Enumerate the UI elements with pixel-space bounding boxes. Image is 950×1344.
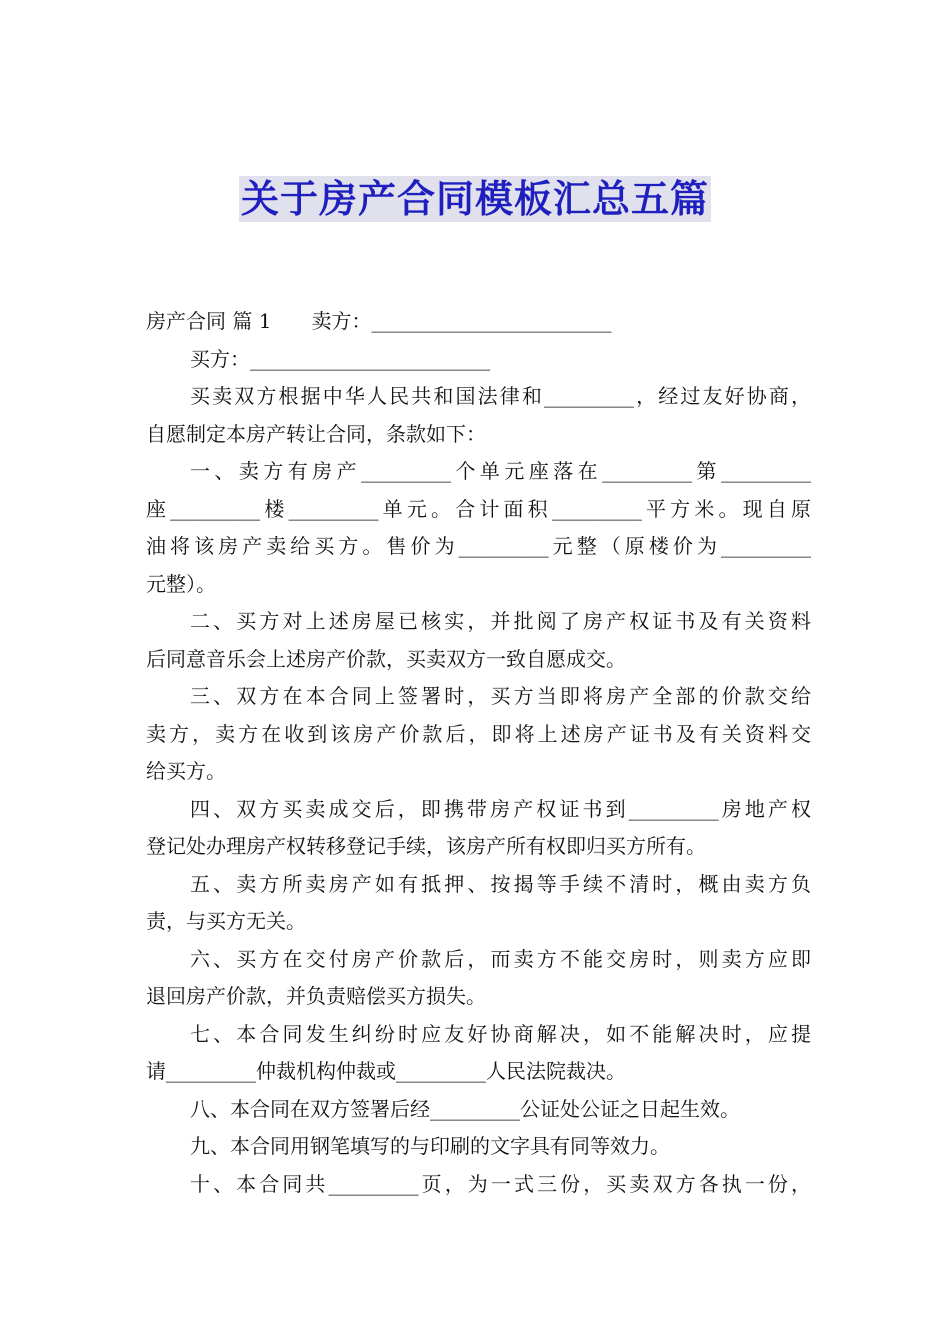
contract-line: 登记处办理房产权转移登记手续，该房产所有权即归买方所有。 [146, 834, 706, 858]
contract-line: 后同意音乐会上述房产价款，买卖双方一致自愿成交。 [146, 646, 626, 671]
contract-line: 四、双方买卖成交后，即携带房产权证书到_________房地产权 [190, 796, 811, 821]
contract-line: 座_________楼_________单元。合计面积_________平方米。现自原 [146, 496, 811, 521]
contract-line: 自愿制定本房产转让合同，条款如下： [146, 421, 486, 446]
contract-line: 请_________仲裁机构仲裁或_________人民法院裁决。 [146, 1059, 626, 1083]
contract-body [146, 303, 811, 1203]
contract-line: 二、买方对上述房屋已核实，并批阅了房产权证书及有关资料 [190, 609, 811, 633]
contract-line: 卖方，卖方在收到该房产价款后，即将上述房产证书及有关资料交 [146, 721, 811, 746]
contract-line: 责，与买方无关。 [146, 909, 306, 933]
contract-line: 五、卖方所卖房产如有抵押、按揭等手续不清时，概由卖方负 [190, 871, 811, 896]
contract-line: 一、卖方有房产_________个单元座落在_________第_________ [190, 459, 811, 483]
contract-line: 退回房产价款，并负责赔偿买方损失。 [146, 984, 486, 1008]
contract-line-buyer: 买方：________________________ [190, 346, 490, 371]
contract-line: 买卖双方根据中华人民共和国法律和_________，经过友好协商， [190, 384, 811, 408]
contract-line: 油将该房产卖给买方。售价为_________元整（原楼价为_________ [146, 534, 811, 558]
title-container [0, 176, 950, 222]
contract-line: 六、买方在交付房产价款后，而卖方不能交房时，则卖方应即 [190, 946, 811, 971]
document-title: 关于房产合同模板汇总五篇 [240, 177, 709, 221]
contract-line: 八、本合同在双方签署后经_________公证处公证之日起生效。 [190, 1096, 740, 1121]
contract-line: 给买方。 [146, 759, 226, 783]
contract-line: 三、双方在本合同上签署时，买方当即将房产全部的价款交给 [190, 684, 811, 708]
contract-line: 七、本合同发生纠纷时应友好协商解决，如不能解决时，应提 [190, 1021, 811, 1046]
contract-line: 十、本合同共_________页，为一式三份，买卖双方各执一份， [190, 1171, 811, 1196]
contract-line-header: 房产合同 篇 1 卖方：________________________ [146, 309, 612, 333]
contract-line: 九、本合同用钢笔填写的与印刷的文字具有同等效力。 [190, 1134, 670, 1158]
contract-line: 元整）。 [146, 571, 216, 596]
